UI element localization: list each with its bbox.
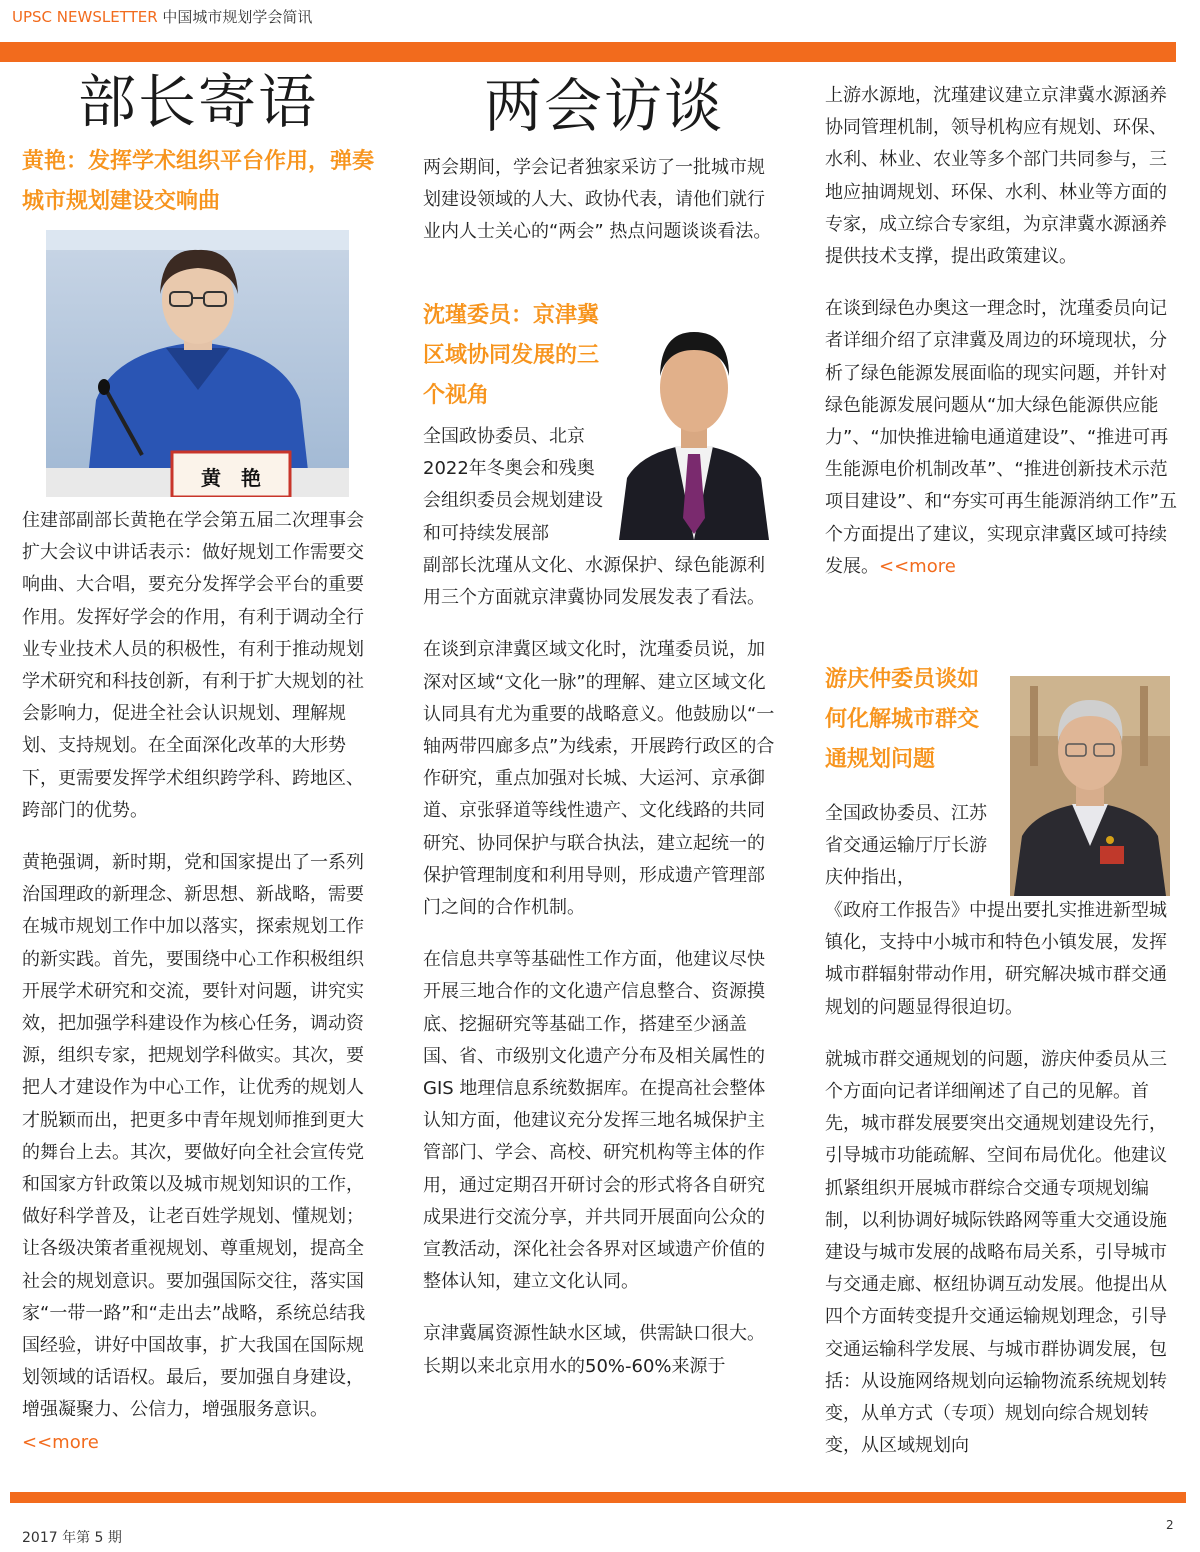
nameplate: 黄 艳 — [201, 466, 261, 490]
footer-divider-bar — [10, 1492, 1186, 1503]
article-headline-youqingzhong: 游庆仲委员谈如何化解城市群交通规划问题 — [825, 667, 980, 772]
paragraph: 《政府工作报告》中提出要扎实推进新型城镇化，支持中小城市和特色小镇发展，发挥城市群辐射带动作用，研究解决城市群交通规划的问题显得很迫切。 — [825, 900, 1167, 1018]
paragraph: 京津冀属资源性缺水区域，供需缺口很大。长期以来北京用水的50%-60%来源于 — [423, 1323, 765, 1377]
paragraph — [825, 293, 1177, 583]
paragraph: 在谈到京津冀区域文化时，沈瑾委员说，加深对区域“文化一脉”的理解、建立区域文化认同具有尤为重要的战略意义。他鼓励以“一轴两带四廊多点”为线索，开展跨行政区的合作研究，重点加强对长城、大运河、京承御道、京张驿道等线性遗产、文化线路的共同研究、协同保护与联合执法，建立起统一的保护管理制度和利用导则，形成遗产管理部门之间的合作机制。 — [423, 639, 775, 919]
paragraph-text: 在谈到绿色办奥这一理念时，沈瑾委员向记者详细介绍了京津冀及周边的环境现状，分析了绿色能源发展面临的现实问题，并针对绿色能源发展问题从“加大绿色能源供应能力”、“加快推进输电通道建设”、“推进可再生能源电价机制改革”、“推进创新技术示范项目建设”、和“夯实可再生能源消纳工作”五个方面提出了建议，实现京津冀区域可持续发展。 — [825, 298, 1177, 577]
column2-body — [423, 550, 775, 1383]
intro-block — [423, 152, 775, 249]
newsletter-header — [12, 6, 312, 27]
paragraph: 上游水源地，沈瑾建议建立京津冀水源涵养协同管理机制，领导机构应有规划、环保、水利、林业、农业等多个部门共同参与，三地应抽调规划、环保、水利、林业等方面的专家，成立综合专家组，为京津冀水源涵养提供技术支撑，提出政策建议。 — [825, 85, 1167, 268]
more-link[interactable]: <<more — [879, 555, 956, 577]
paragraph: 住建部副部长黄艳在学会第五届二次理事会扩大会议中讲话表示：做好规划工作需要交响曲、大合唱，要充分发挥学会平台的重要作用。发挥好学会的作用，有利于调动全行业专业技术人员的积极性，有利于推动规划学术研究和科技创新，有利于扩大规划的社会影响力，促进全社会认识规划、理解规划、支持规划。在全面深化改革的大形势下，更需要发挥学术组织跨学科、跨地区、跨部门的优势。 — [22, 510, 364, 821]
header-divider-bar — [0, 42, 1176, 62]
paragraph — [22, 847, 374, 1459]
page-number: 2 — [1166, 1518, 1174, 1532]
paragraph: 副部长沈瑾从文化、水源保护、绿色能源利用三个方面就京津冀协同发展发表了看法。 — [423, 555, 765, 609]
section-title-minister: 部长寄语 — [77, 68, 318, 136]
newsletter-name-cn: 中国城市规划学会简讯 — [162, 8, 313, 26]
article-headline-huangyan: 黄艳：发挥学术组织平台作用，弹奏城市规划建设交响曲 — [22, 149, 375, 214]
newsletter-name-en: UPSC NEWSLETTER — [12, 8, 158, 26]
more-link[interactable]: <<more — [22, 1431, 99, 1453]
issue-label: 2017 年第 5 期 — [22, 1530, 122, 1546]
photo-huangyan — [46, 230, 349, 497]
column3-body-top — [825, 80, 1177, 583]
paragraph-wrapped: 全国政协委员、江苏省交通运输厅厅长游庆仲指出， — [825, 803, 987, 889]
photo-shenjin — [613, 318, 775, 540]
paragraph-text: 黄艳强调，新时期，党和国家提出了一系列治国理政的新理念、新思想、新战略，需要在城市规划工作中加以落实，探索规划工作的新实践。首先，要围绕中心工作积极组织开展学术研究和交流，要针对问题，讲究实效，把加强学科建设作为核心任务，调动资源，组织专家，把规划学科做实。其次，要把人才建设作为中心工作，让优秀的规划人才脱颖而出，把更多中青年规划师推到更大的舞台上去。其次，要做好向全社会宣传党和国家方针政策以及城市规划知识的工作，做好科学普及，让老百姓学规划、懂规划；让各级决策者重视规划、尊重规划，提高全社会的规划意识。要加强国际交往，落实国家“一带一路”和“走出去”战略，系统总结我国经验，讲好中国故事，扩大我国在国际规划领域的话语权。最后，要加强自身建设，增强凝聚力、公信力，增强服务意识。 — [22, 852, 366, 1421]
youqingzhong-wrap-text — [825, 798, 997, 895]
shenjin-wrap-text — [423, 421, 603, 550]
paragraph: 在信息共享等基础性工作方面，他建议尽快开展三地合作的文化遗产信息整合、资源摸底、挖掘研究等基础工作，搭建至少涵盖国、省、市级别文化遗产分布及相关属性的 GIS 地理信息系统数据库。在提高社会整体认知方面，他建议充分发挥三地名城保护主管部门、学会、高校、研究机构等主体的作用，通过定期召开研讨会的形式将各自研究成果进行交流分享，并共同开展面向公众的宣教活动，深化社会各界对区域遗产价值的整体认知，建立文化认同。 — [423, 949, 766, 1293]
photo-youqingzhong — [1010, 676, 1170, 896]
intro-paragraph: 两会期间，学会记者独家采访了一批城市规划建设领域的人大、政协代表，请他们就行业内人士关心的“两会” 热点问题谈谈看法。 — [423, 157, 772, 243]
column3-body-bottom — [825, 895, 1177, 1462]
column1-body — [22, 505, 374, 1459]
article-headline-shenjin: 沈瑾委员：京津冀区域协同发展的三个视角 — [423, 303, 600, 408]
section-title-two-sessions: 两会访谈 — [483, 72, 724, 140]
paragraph-wrapped: 全国政协委员、北京2022年冬奥会和残奥会组织委员会规划建设和可持续发展部 — [423, 426, 603, 544]
paragraph: 就城市群交通规划的问题，游庆仲委员从三个方面向记者详细阐述了自己的见解。首先，城市群发展要突出交通规划建设先行，引导城市功能疏解、空间布局优化。他建议抓紧组织开展城市群综合交通专项规划编制，以利协调好城际铁路网等重大交通设施建设与城市发展的战略布局关系，引导城市与交通走廊、枢纽协调互动发展。他提出从四个方面转变提升交通运输规划理念，引导交通运输科学发展、与城市群协调发展，包括：从设施网络规划向运输物流系统规划转变，从单方式（专项）规划向综合规划转变，从区域规划向 — [825, 1048, 1167, 1457]
